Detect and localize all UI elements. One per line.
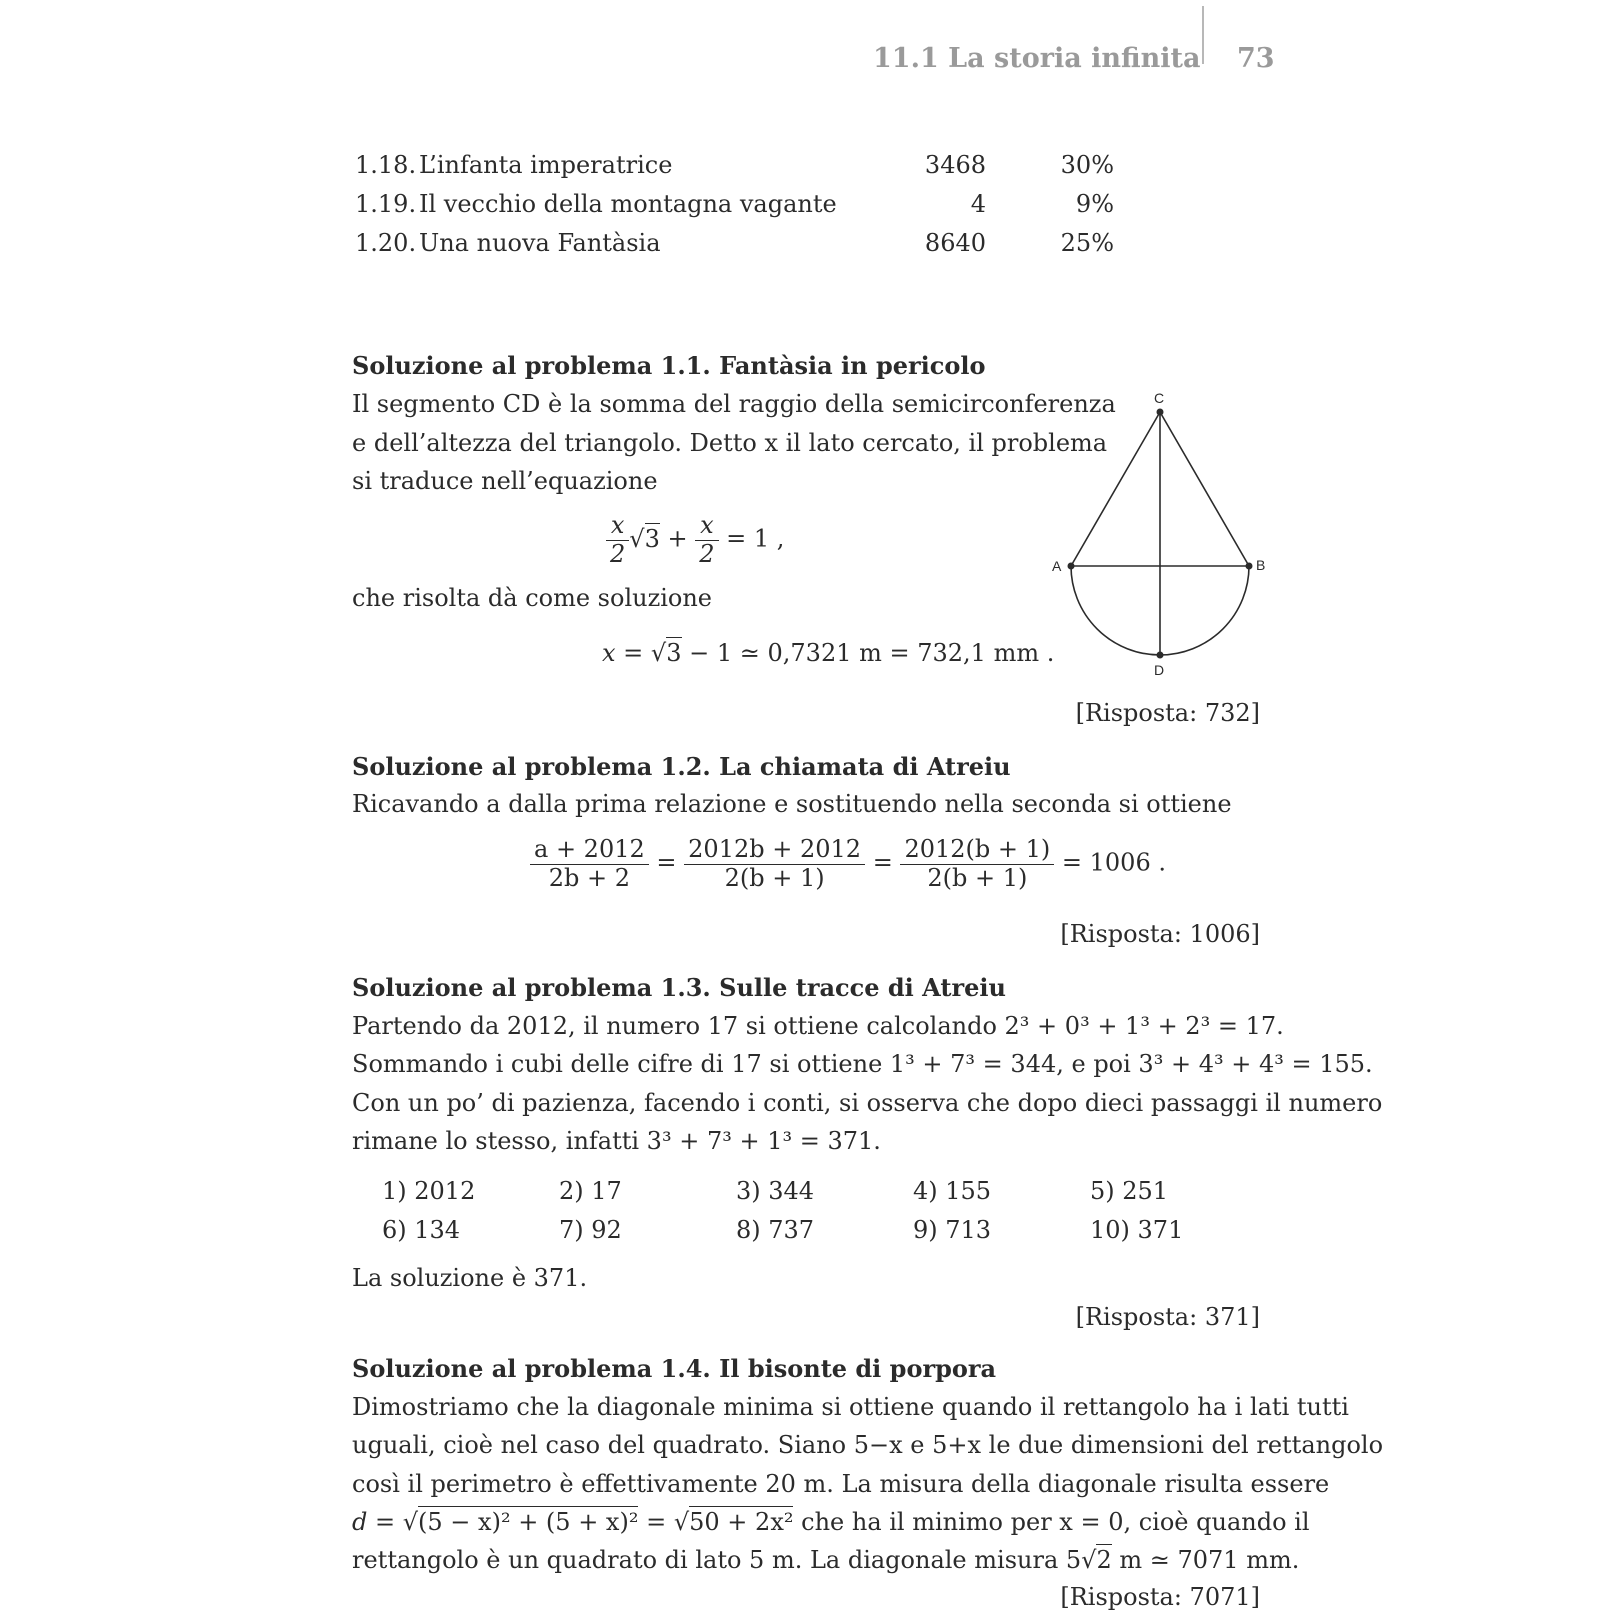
segment-bc bbox=[1160, 412, 1249, 566]
solution-1-3-line-3: Con un po’ di pazienza, facendo i conti, si osserva che dopo dieci passaggi il numero bbox=[352, 1089, 1383, 1117]
solution-1-1-line-3: si traduce nell’equazione bbox=[352, 467, 658, 495]
row-number: 1.20. bbox=[355, 229, 417, 257]
fraction: $\frac{x}{2}$ bbox=[695, 512, 718, 568]
square-root: √ 2 bbox=[1081, 1544, 1112, 1574]
segment-ac bbox=[1071, 412, 1160, 566]
solution-1-2-heading: Soluzione al problema 1.2. La chiamata di Atreiu bbox=[352, 752, 1011, 781]
solution-1-4-line-5: rettangolo è un quadrato di lato 5 m. La diagonale misura 5√ 2 m ≃ 7071 mm. bbox=[352, 1548, 1299, 1572]
solution-1-4-heading: Soluzione al problema 1.4. Il bisonte di porpora bbox=[352, 1354, 997, 1383]
solution-1-4-line-3: così il perimetro è effettivamente 20 m. La misura della diagonale risulta essere bbox=[352, 1470, 1330, 1498]
geometry-figure bbox=[1040, 390, 1280, 680]
fraction: $\frac{2012b + 2012}{2(b + 1)}$ bbox=[684, 836, 865, 892]
label-a: A bbox=[1052, 558, 1062, 574]
sequence-item: 9) 713 bbox=[913, 1216, 992, 1244]
fraction: $\frac{2012(b + 1)}{2(b + 1)}$ bbox=[900, 836, 1054, 892]
sequence-item: 2) 17 bbox=[559, 1177, 622, 1205]
square-root: √ 50 + 2x² bbox=[674, 1506, 794, 1536]
solution-1-1-line-1: Il segmento CD è la somma del raggio della semicirconferenza bbox=[352, 390, 1116, 418]
equation-lhs: x = bbox=[602, 639, 644, 667]
answer-1-4: [Risposta: 7071] bbox=[1060, 1583, 1260, 1611]
solution-1-3-line-2: Sommando i cubi delle cifre di 17 si ottiene 1³ + 7³ = 344, e poi 3³ + 4³ + 4³ = 155. bbox=[352, 1050, 1373, 1078]
row-title: Una nuova Fantàsia bbox=[419, 229, 661, 257]
square-root: √ (5 − x)² + (5 + x)² bbox=[403, 1506, 639, 1536]
equation-1-2 bbox=[530, 836, 1166, 892]
sequence-item: 1) 2012 bbox=[382, 1177, 476, 1205]
row-title: Il vecchio della montagna vagante bbox=[419, 190, 837, 218]
label-b: B bbox=[1256, 557, 1266, 573]
sequence-item: 4) 155 bbox=[913, 1177, 992, 1205]
row-value: 3468 bbox=[924, 151, 986, 179]
equation-1-1 bbox=[606, 512, 784, 568]
label-d: D bbox=[1154, 662, 1165, 678]
row-percent: 25% bbox=[1060, 229, 1114, 257]
row-title: L’infanta imperatrice bbox=[419, 151, 673, 179]
plus-sign: + bbox=[667, 524, 688, 553]
point-c bbox=[1157, 409, 1164, 416]
row-number: 1.19. bbox=[355, 190, 417, 218]
running-header-section: 11.1 La storia infinita bbox=[873, 43, 1201, 74]
equals-sign: = bbox=[656, 848, 677, 877]
row-number: 1.18. bbox=[355, 151, 417, 179]
solution-1-2-line-1: Ricavando a dalla prima relazione e sostituendo nella seconda si ottiene bbox=[352, 790, 1232, 818]
sequence-item: 10) 371 bbox=[1090, 1216, 1184, 1244]
solution-1-3-heading: Soluzione al problema 1.3. Sulle tracce di Atreiu bbox=[352, 973, 1006, 1002]
solution-1-3-conclusion: La soluzione è 371. bbox=[352, 1264, 588, 1292]
sequence-item: 8) 737 bbox=[736, 1216, 815, 1244]
square-root: √ 3 bbox=[651, 637, 682, 667]
point-b bbox=[1246, 563, 1253, 570]
equation-rhs: = 1006 . bbox=[1061, 848, 1166, 877]
fraction: $\frac{a + 2012}{2b + 2}$ bbox=[530, 836, 649, 892]
row-value: 8640 bbox=[924, 229, 986, 257]
solution-1-1-line-2: e dell’altezza del triangolo. Detto x il lato cercato, il problema bbox=[352, 429, 1108, 457]
solution-1-3-line-1: Partendo da 2012, il numero 17 si ottiene calcolando 2³ + 0³ + 1³ + 2³ = 17. bbox=[352, 1012, 1284, 1040]
sequence-item: 7) 92 bbox=[559, 1216, 622, 1244]
label-c: C bbox=[1154, 390, 1165, 406]
row-percent: 30% bbox=[1060, 151, 1114, 179]
row-value: 4 bbox=[970, 190, 986, 218]
equation-rhs: = 1 , bbox=[726, 524, 785, 553]
row-percent: 9% bbox=[1075, 190, 1114, 218]
equation-1-1-solution bbox=[602, 641, 1054, 665]
sequence-item: 6) 134 bbox=[382, 1216, 461, 1244]
solution-1-4-line-2: uguali, cioè nel caso del quadrato. Siano 5−x e 5+x le due dimensioni del rettangolo bbox=[352, 1431, 1384, 1459]
point-d bbox=[1157, 652, 1164, 659]
answer-1-1: [Risposta: 732] bbox=[1075, 699, 1260, 727]
equation-rest: − 1 ≃ 0,7321 m = 732,1 mm . bbox=[689, 639, 1055, 667]
header-divider bbox=[1202, 6, 1204, 64]
sequence-item: 3) 344 bbox=[736, 1177, 815, 1205]
point-a bbox=[1068, 563, 1075, 570]
solution-1-1-line-4: che risolta dà come soluzione bbox=[352, 584, 713, 612]
solution-1-1-heading: Soluzione al problema 1.1. Fantàsia in pericolo bbox=[352, 351, 986, 380]
solution-1-4-line-1: Dimostriamo che la diagonale minima si ottiene quando il rettangolo ha i lati tutti bbox=[352, 1393, 1349, 1421]
fraction: $\frac{x}{2}$ bbox=[606, 512, 629, 568]
solution-1-4-line-4: d = √ (5 − x)² + (5 + x)² = √ 50 + 2x² che ha il minimo per x = 0, cioè quando il bbox=[352, 1510, 1310, 1534]
square-root: √ 3 bbox=[629, 523, 660, 553]
answer-1-3: [Risposta: 371] bbox=[1075, 1303, 1260, 1331]
solution-1-3-line-4: rimane lo stesso, infatti 3³ + 7³ + 1³ = 371. bbox=[352, 1127, 881, 1155]
page-number: 73 bbox=[1237, 43, 1275, 74]
sequence-item: 5) 251 bbox=[1090, 1177, 1169, 1205]
equals-sign: = bbox=[872, 848, 893, 877]
answer-1-2: [Risposta: 1006] bbox=[1060, 920, 1260, 948]
